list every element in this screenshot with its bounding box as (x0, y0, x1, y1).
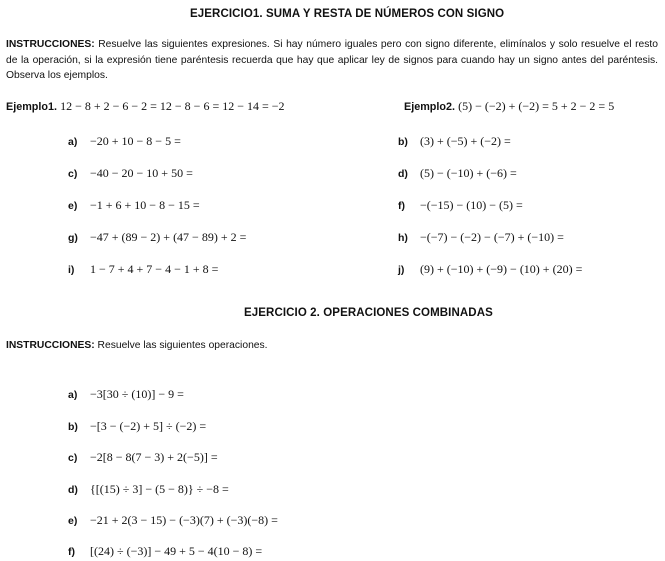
exercise2-item-e (68, 511, 278, 529)
exercise1-item-h (398, 228, 564, 246)
item-label: b) (398, 136, 408, 148)
item-label: c) (68, 168, 78, 180)
item-label: g) (68, 232, 78, 244)
example-2 (404, 99, 614, 114)
item-label: a) (68, 389, 78, 401)
exercise1-item-a (68, 132, 181, 150)
item-expression: (3) + (−5) + (−2) = (420, 134, 511, 148)
exercise1-instructions-text: Resuelve las siguientes expresiones. Si hay número iguales pero con signo diferente, elimínalos y solo resuelve el resto de la operación, si la expresión tiene paréntesis recuerda que hay que aplicar ley de signos para cuando hay un signo antes del paréntesis. Observa los ejemplos. (6, 39, 658, 81)
exercise1-item-b (398, 132, 511, 150)
example-2-expression: (5) − (−2) + (−2) = 5 + 2 − 2 = 5 (458, 99, 615, 113)
item-expression: (9) + (−10) + (−9) − (10) + (20) = (420, 262, 583, 276)
exercise1-item-d (398, 164, 517, 182)
item-expression: −20 + 10 − 8 − 5 = (90, 134, 181, 148)
item-expression: −(−7) − (−2) − (−7) + (−10) = (420, 230, 564, 244)
item-expression: [(24) ÷ (−3)] − 49 + 5 − 4(10 − 8) = (90, 544, 263, 558)
item-expression: −47 + (89 − 2) + (47 − 89) + 2 = (90, 230, 247, 244)
item-label: j) (398, 264, 405, 276)
exercise2-item-d (68, 480, 229, 498)
exercise2-item-f (68, 542, 262, 560)
item-expression: −(−15) − (10) − (5) = (420, 198, 523, 212)
exercise2-instructions-text: Resuelve las siguientes operaciones. (94, 340, 268, 351)
item-expression: −2[8 − 8(7 − 3) + 2(−5)] = (90, 450, 218, 464)
example-1 (6, 99, 285, 114)
exercise1-instructions-label: INSTRUCCIONES: (6, 39, 95, 50)
exercise2-item-b (68, 417, 206, 435)
example-2-label: Ejemplo2. (404, 101, 456, 113)
item-label: i) (68, 264, 75, 276)
exercise1-item-f (398, 196, 523, 214)
item-label: e) (68, 515, 78, 527)
item-label: c) (68, 452, 78, 464)
item-label: f) (398, 200, 405, 212)
exercise1-title: EJERCICIO1. SUMA Y RESTA DE NÚMEROS CON SIGNO (190, 8, 505, 20)
item-label: h) (398, 232, 408, 244)
exercise1-item-i (68, 260, 218, 278)
example-1-expression: 12 − 8 + 2 − 6 − 2 = 12 − 8 − 6 = 12 − 14 = −2 (60, 99, 285, 113)
exercise1-item-j (398, 260, 582, 278)
exercise2-item-c (68, 448, 218, 466)
exercise2-item-a (68, 385, 184, 403)
exercise1-item-e (68, 196, 200, 214)
item-label: f) (68, 546, 75, 558)
item-expression: (5) − (−10) + (−6) = (420, 166, 517, 180)
item-expression: −21 + 2(3 − 15) − (−3)(7) + (−3)(−8) = (90, 513, 278, 527)
exercise2-title: EJERCICIO 2. OPERACIONES COMBINADAS (244, 307, 493, 319)
item-label: a) (68, 136, 78, 148)
item-expression: 1 − 7 + 4 + 7 − 4 − 1 + 8 = (90, 262, 219, 276)
item-label: b) (68, 421, 78, 433)
item-expression: {[(15) ÷ 3] − (5 − 8)} ÷ −8 = (90, 482, 229, 496)
exercise1-instructions (6, 37, 658, 84)
item-expression: −3[30 ÷ (10)] − 9 = (90, 387, 184, 401)
exercise1-item-g (68, 228, 246, 246)
item-label: d) (68, 484, 78, 496)
exercise2-instructions (6, 338, 658, 354)
item-label: d) (398, 168, 408, 180)
example-1-label: Ejemplo1. (6, 101, 58, 113)
item-expression: −[3 − (−2) + 5] ÷ (−2) = (90, 419, 207, 433)
exercise2-instructions-label: INSTRUCCIONES: (6, 340, 95, 351)
item-expression: −40 − 20 − 10 + 50 = (90, 166, 193, 180)
exercise1-item-c (68, 164, 193, 182)
item-label: e) (68, 200, 78, 212)
item-expression: −1 + 6 + 10 − 8 − 15 = (90, 198, 200, 212)
